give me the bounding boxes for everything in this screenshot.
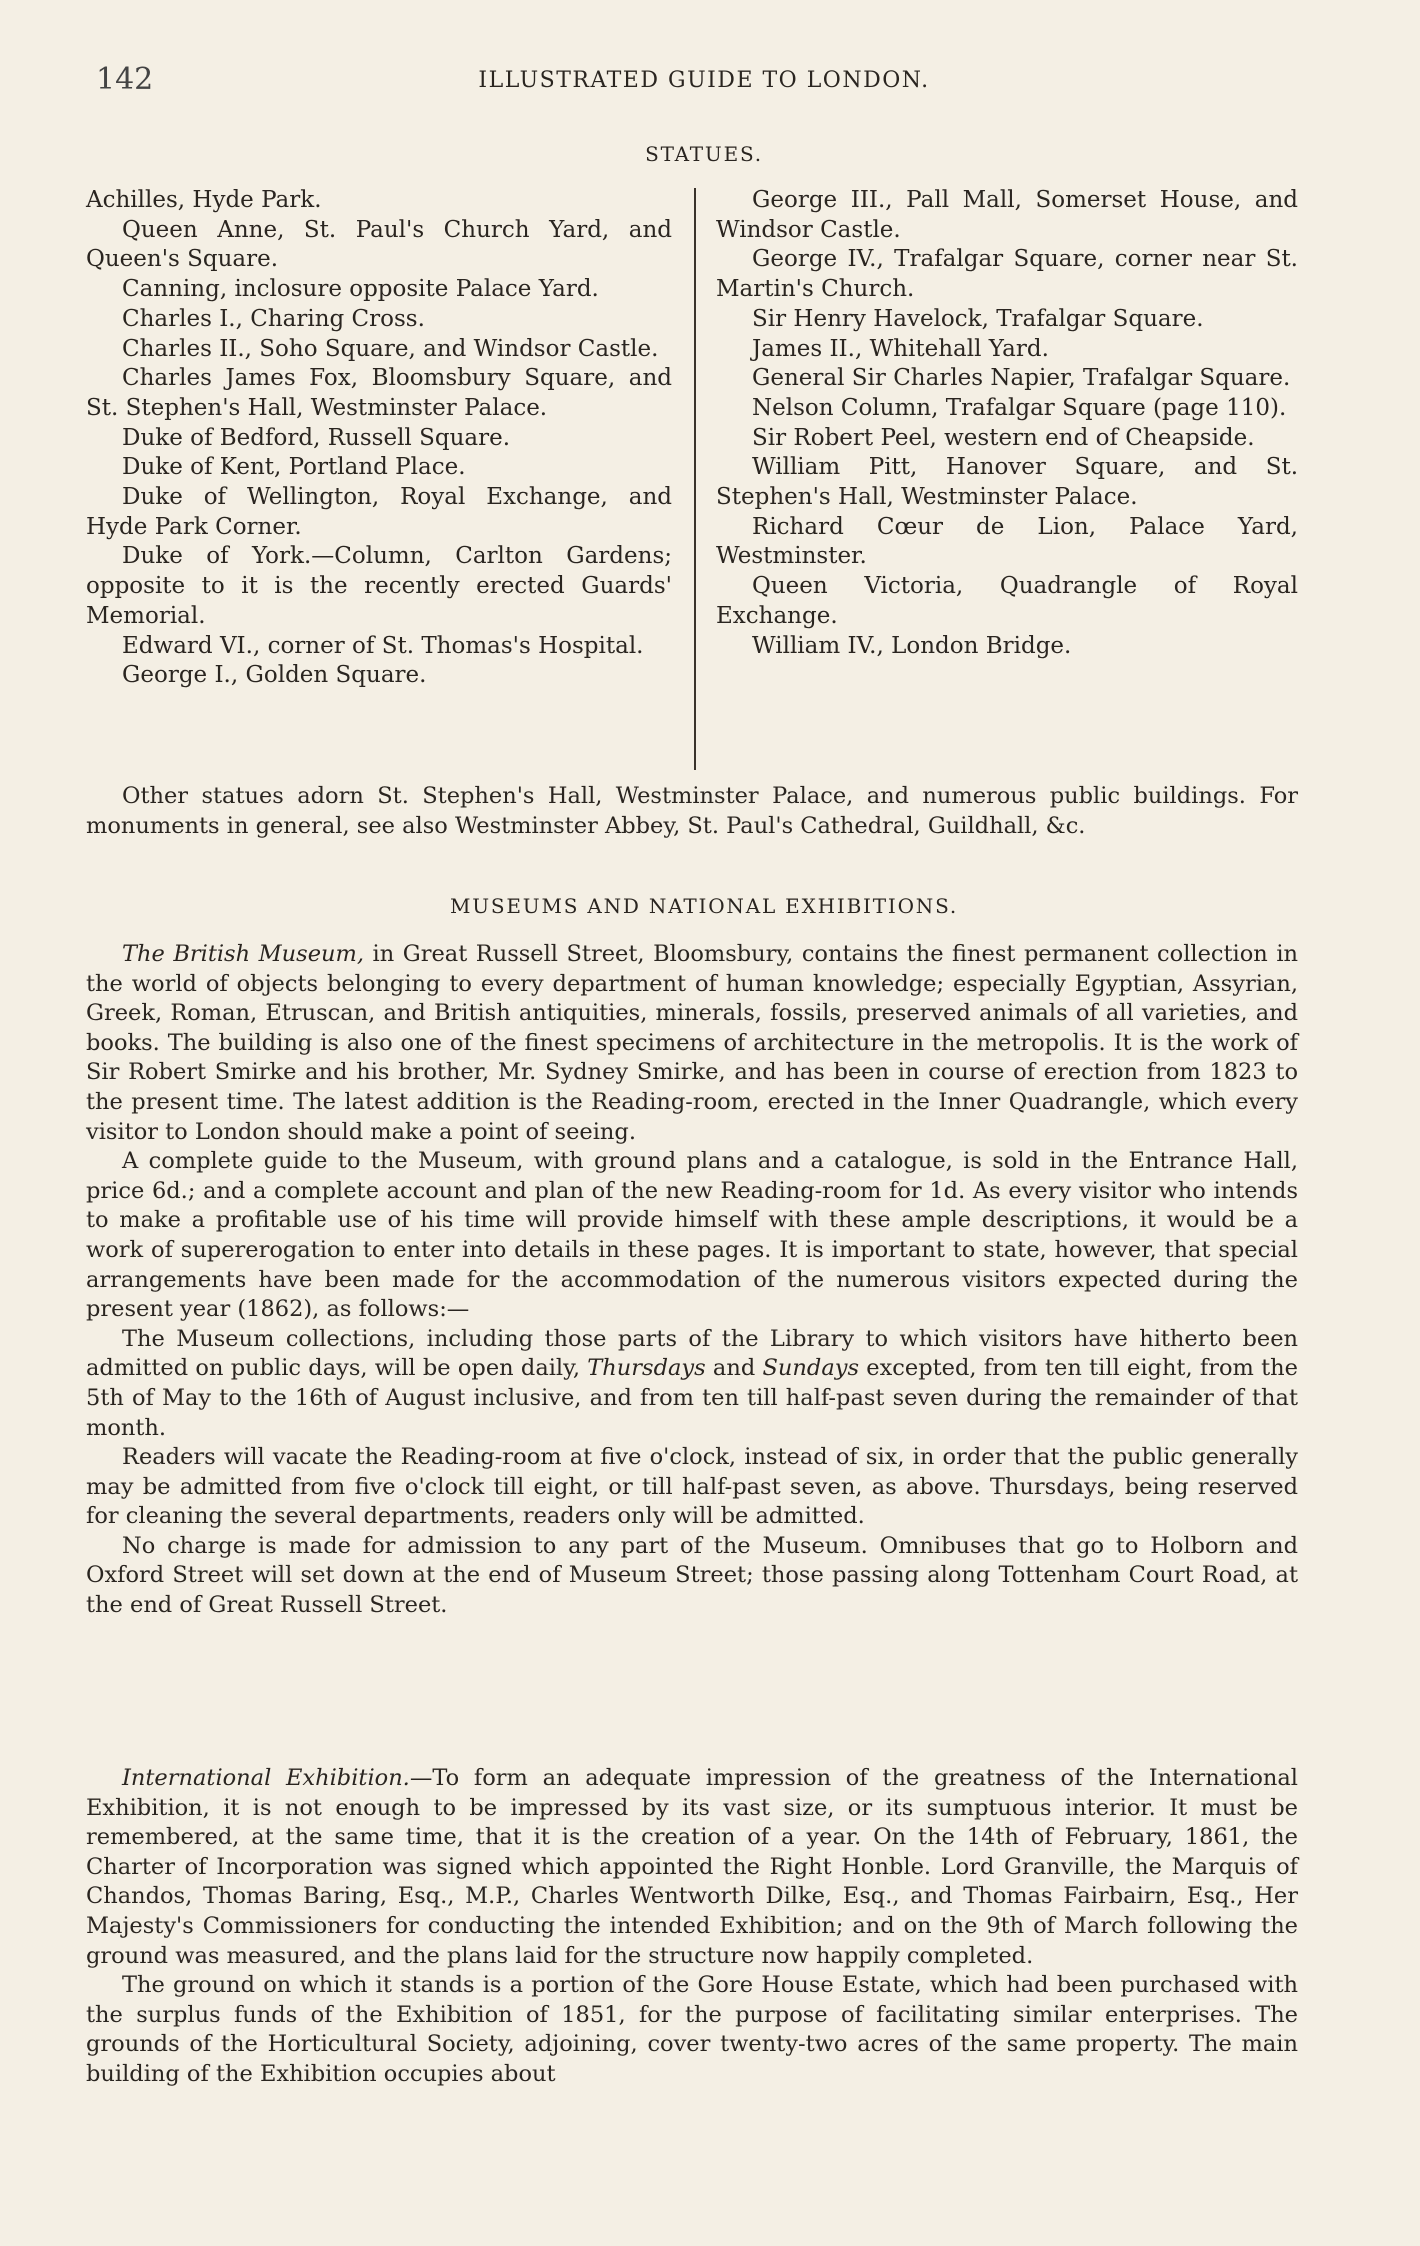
page-number: 142 xyxy=(96,62,154,97)
statue-entry: Duke of York.—Column, Carlton Gardens; opposite to it is the recently erected Guards' Memorial. xyxy=(86,543,672,629)
statue-entry: Duke of Bedford, Russell Square. xyxy=(122,424,511,451)
paragraph: The ground on which it stands is a portion of the Gore House Estate, which had been purchased with the surplus funds of the Exhibition of 1851, for the purpose of facilitating similar enterprises. The grounds of the Horticultural Society, adjoining, cover twenty-two acres of the same property. The main building of the Exhibition occupies about xyxy=(86,1972,1298,2087)
statue-entry: George III., Pall Mall, Somerset House, and Windsor Castle. xyxy=(716,187,1298,243)
statue-entry: Duke of Kent, Portland Place. xyxy=(122,454,466,481)
paragraph: A complete guide to the Museum, with ground plans and a catalogue, is sold in the Entrance Hall, price 6d.; and a complete account and plan of the new Reading-room for 1d. As every visitor who intends to make a profitable use of his time will provide himself with these ample descriptions, it would be a work of supererogation to enter into details in these pages. It is important to state, however, that special arrangements have been made for the accommodation of the numerous visitors expected during the present year (1862), as follows:— xyxy=(86,1148,1298,1323)
statues-left-column xyxy=(86,186,672,691)
statue-entry: Edward VI., corner of St. Thomas's Hospital. xyxy=(122,632,644,659)
statue-entry: Queen Anne, St. Paul's Church Yard, and Queen's Square. xyxy=(86,216,672,273)
statue-entry: Duke of Wellington, Royal Exchange, and Hyde Park Corner. xyxy=(86,484,672,540)
statue-entry: George I., Golden Square. xyxy=(122,662,427,689)
page-header xyxy=(96,62,1312,102)
statue-entry: Sir Robert Peel, western end of Cheapside. xyxy=(752,424,1255,451)
statue-entry: George IV., Trafalgar Square, corner near St. Martin's Church. xyxy=(716,246,1298,303)
statues-columns xyxy=(86,186,1298,776)
statue-entry: Charles II., Soho Square, and Windsor Castle. xyxy=(122,335,659,362)
closing-paragraph: Other statues adorn St. Stephen's Hall, Westminster Palace, and numerous public buildings. For monuments in general, see also Westminster Abbey, St. Paul's Cathedral, Guildhall, &c. xyxy=(86,783,1298,839)
statue-entry: Charles I., Charing Cross. xyxy=(122,305,425,332)
statue-entry: Nelson Column, Trafalgar Square (page 110). xyxy=(752,394,1287,421)
statue-entry: Canning, inclosure opposite Palace Yard. xyxy=(122,276,599,303)
paragraph: The Museum collections, including those parts of the Library to which visitors have hitherto been admitted on public days, will be open daily, Thursdays and Sundays excepted, from ten till eight, from the 5th of May to the 16th of August inclusive, and from ten till half-past seven during the remainder of that month. xyxy=(86,1325,1298,1441)
statues-right-column xyxy=(716,186,1298,661)
international-exhibition-title: International Exhibition. xyxy=(122,1765,410,1791)
statue-entry: Achilles, Hyde Park. xyxy=(86,187,322,213)
statues-heading: STATUES. xyxy=(645,142,763,166)
paragraph: No charge is made for admission to any part of the Museum. Omnibuses that go to Holborn and Oxford Street will set down at the end of Museum Street; those passing along Tottenham Court Road, at the end of Great Russell Street. xyxy=(86,1532,1298,1619)
paragraph: International Exhibition.—To form an adequate impression of the greatness of the International Exhibition, it is not enough to be impressed by its vast size, or its sumptuous interior. It must be remembered, at the same time, that it is the creation of a year. On the 14th of February, 1861, the Charter of Incorporation was signed which appointed the Right Honble. Lord Granville, the Marquis of Chandos, Thomas Baring, Esq., M.P., Charles Wentworth Dilke, Esq., and Thomas Fairbairn, Esq., Her Majesty's Commissioners for conducting the intended Exhibition; and on the 9th of March following the ground was measured, and the plans laid for the structure now happily completed. xyxy=(86,1765,1298,1969)
statue-entry: William IV., London Bridge. xyxy=(752,632,1072,659)
column-divider xyxy=(694,188,696,770)
statue-entry: William Pitt, Hanover Square, and St. Stephen's Hall, Westminster Palace. xyxy=(716,454,1298,511)
british-museum-title: The British Museum, xyxy=(122,941,364,967)
british-museum-section xyxy=(86,940,1298,1621)
paragraph: The British Museum, in Great Russell Street, Bloomsbury, contains the finest permanent collection in the world of objects belonging to every department of human knowledge; especially Egyptian, Assyrian, Greek, Roman, Etruscan, and British antiquities, minerals, fossils, preserved animals of all varieties, and books. The building is also one of the finest specimens of architecture in the metropolis. It is the work of Sir Robert Smirke and his brother, Mr. Sydney Smirke, and has been in course of erection from 1823 to the present time. The latest addition is the Reading-room, erected in the Inner Quadrangle, which every visitor to London should make a point of seeing. xyxy=(86,941,1299,1145)
statue-entry: General Sir Charles Napier, Trafalgar Square. xyxy=(752,365,1291,392)
statue-entry: James II., Whitehall Yard. xyxy=(752,335,1049,362)
international-exhibition-section xyxy=(86,1764,1298,2090)
statue-entry: Sir Henry Havelock, Trafalgar Square. xyxy=(752,305,1204,332)
statue-entry: Charles James Fox, Bloomsbury Square, and St. Stephen's Hall, Westminster Palace. xyxy=(86,365,672,421)
museums-heading: MUSEUMS AND NATIONAL EXHIBITIONS. xyxy=(449,894,959,918)
paragraph: Readers will vacate the Reading-room at five o'clock, instead of six, in order that the public generally may be admitted from five o'clock till eight, or till half-past seven, as above. Thursdays, being reserved for cleaning the several departments, readers only will be admitted. xyxy=(86,1444,1298,1530)
statue-entry: Queen Victoria, Quadrangle of Royal Exchange. xyxy=(716,573,1298,629)
statue-entry: Richard Cœur de Lion, Palace Yard, Westminster. xyxy=(716,513,1298,570)
statues-closing-note xyxy=(86,782,1298,841)
running-title: ILLUSTRATED GUIDE TO LONDON. xyxy=(478,68,930,93)
